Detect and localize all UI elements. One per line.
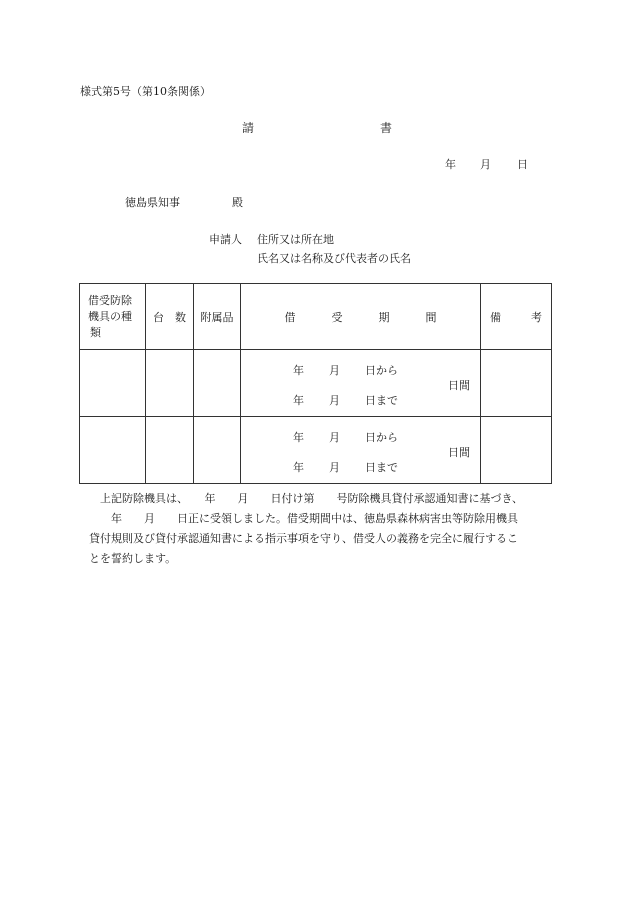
cell-accessories[interactable] [194,350,241,417]
period-start-day: 日から [365,431,398,444]
header-accessories: 附属品 [194,284,241,350]
header-period-char1: 借 [284,310,296,324]
header-remarks-char1: 備 [490,310,501,324]
period-start-month: 月 [329,431,340,444]
header-period-char2: 受 [331,310,343,324]
cell-quantity[interactable] [146,417,194,484]
header-period-char3: 期 [378,310,390,324]
table-row [80,350,552,417]
cell-loan-period[interactable] [241,350,481,417]
header-equipment-type-line2: 機具の種 [88,309,132,323]
cell-equipment-type[interactable] [80,417,146,484]
header-loan-period [241,284,481,350]
period-end-month: 月 [329,461,340,474]
cell-remarks[interactable] [481,417,552,484]
period-start-year: 年 [293,364,304,377]
period-end-year: 年 [293,461,304,474]
date-year-label: 年 [445,158,456,171]
pledge-line-3: 貸付規則及び貸付承認通知書による指示事項を守り、借受人の義務を完全に履行するこ [89,532,518,545]
applicant-address-label: 住所又は所在地 [257,233,334,246]
cell-remarks[interactable] [481,350,552,417]
document-title-part2: 書 [380,121,393,135]
pledge-line-2: 年 月 日正に受領しました。借受期間中は、徳島県森林病害虫等防除用機具 [89,512,518,525]
header-equipment-type [80,284,146,350]
loan-equipment-table [79,283,552,484]
form-number: 様式第5号（第10条関係） [80,85,211,98]
period-start-month: 月 [329,364,340,377]
addressee-honorific: 殿 [232,196,243,209]
period-end-year: 年 [293,394,304,407]
header-remarks [481,284,552,350]
applicant-name-label: 氏名又は名称及び代表者の氏名 [257,252,411,265]
cell-accessories[interactable] [194,417,241,484]
header-equipment-type-line1: 借受防除 [88,293,132,307]
period-start-year: 年 [293,431,304,444]
cell-equipment-type[interactable] [80,350,146,417]
period-end-month: 月 [329,394,340,407]
cell-quantity[interactable] [146,350,194,417]
period-end-day: 日まで [365,394,398,407]
period-days-label: 日間 [448,446,470,459]
period-end-day: 日まで [365,461,398,474]
addressee-name: 徳島県知事 [125,196,180,209]
header-remarks-char2: 考 [531,310,542,324]
date-month-label: 月 [480,158,491,171]
pledge-line-1: 上記防除機具は、 年 月 日付け第 号防除機具貸付承認通知書に基づき、 [100,492,524,505]
applicant-label: 申請人 [209,233,242,246]
cell-loan-period[interactable] [241,417,481,484]
pledge-paragraph [89,489,559,569]
table-header-row [80,284,552,350]
date-day-label: 日 [517,158,528,171]
header-quantity: 台 数 [146,284,194,350]
pledge-line-4: とを誓約します。 [89,552,177,565]
table-row [80,417,552,484]
header-period-char4: 間 [425,310,437,324]
period-days-label: 日間 [448,379,470,392]
header-equipment-type-line3: 類 [90,325,101,339]
period-start-day: 日から [365,364,398,377]
document-title-part1: 請 [242,121,255,135]
